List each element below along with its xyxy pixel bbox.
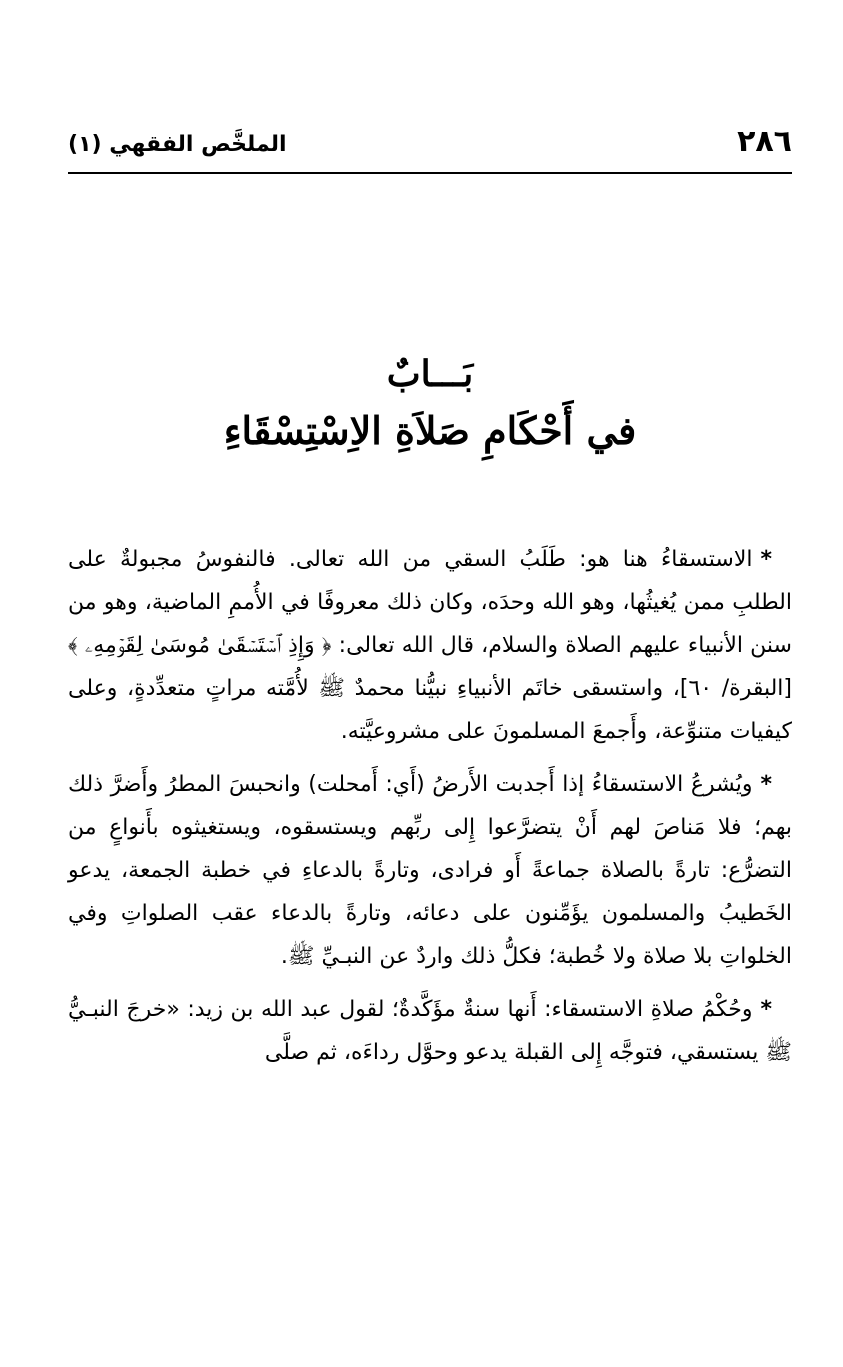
page-number: ٢٨٦ <box>737 124 792 159</box>
paragraph <box>68 763 792 978</box>
page-header <box>68 120 792 174</box>
paragraph <box>68 538 792 753</box>
paragraph-marker: * <box>760 997 772 1022</box>
paragraph-text: وحُكْمُ صلاةِ الاستسقاء: أَنها سنةٌ مؤَكَّدةٌ؛ لقول عبد الله بن زيد: «خرجَ النبـيُّ ﷺ يستسقي، فتوجَّه إِلى القبلة يدعو وحوَّل رداءَه، ثم صلَّى <box>68 997 792 1065</box>
chapter-heading <box>68 348 792 462</box>
chapter-title: في أَحْكَامِ صَلاَةِ الاِسْتِسْقَاءِ <box>223 408 637 453</box>
chapter-label: بَـــابٌ <box>386 353 474 395</box>
body-text <box>68 538 792 1084</box>
paragraph <box>68 988 792 1074</box>
book-title: الملخَّص الفقهي (١) <box>68 132 287 157</box>
paragraph-marker: * <box>760 547 772 572</box>
paragraph-marker: * <box>760 772 772 797</box>
paragraph-text: ويُشرعُ الاستسقاءُ إذا أَجدبت الأَرضُ (أَي: أَمحلت) وانحبسَ المطرُ وأَضرَّ ذلك بهم؛ فلا مَناصَ لهم أَنْ يتضرَّعوا إِلى ربِّهم ويستسقوه، ويستغيثوه بأَنواعٍ من التضرُّع: تارةً بالصلاة جماعةً أَو فرادى، وتارةً بالدعاءِ في خطبة الجمعة، يدعو الخَطيبُ والمسلمون يؤَمِّنون على دعائه، وتارةً بالدعاء عقب الصلواتِ وفي الخلواتِ بلا صلاة ولا خُطبة؛ فكلُّ ذلك واردٌ عن النبـيِّ ﷺ. <box>68 772 792 969</box>
paragraph-text: الاستسقاءُ هنا هو: طَلَبُ السقي من الله تعالى. فالنفوسُ مجبولةٌ على الطلبِ ممن يُغيثُها، وهو الله وحدَه، وكان ذلك معروفًا في الأُممِ الماضية، وهو من سنن الأنبياء عليهم الصلاة والسلام، قال الله تعالى: ﴿ وَإِذِ ٱسۡتَسۡقَىٰ مُوسَىٰ لِقَوۡمِهِۦ ﴾ [البقرة/ ٦٠]، واستسقى خاتَم الأنبياءِ نبيُّنا محمدٌ ﷺ لأُمَّته مراتٍ متعدِّدةٍ، وعلى كيفيات متنوِّعة، وأَجمعَ المسلمونَ على مشروعيَّته. <box>68 547 792 744</box>
